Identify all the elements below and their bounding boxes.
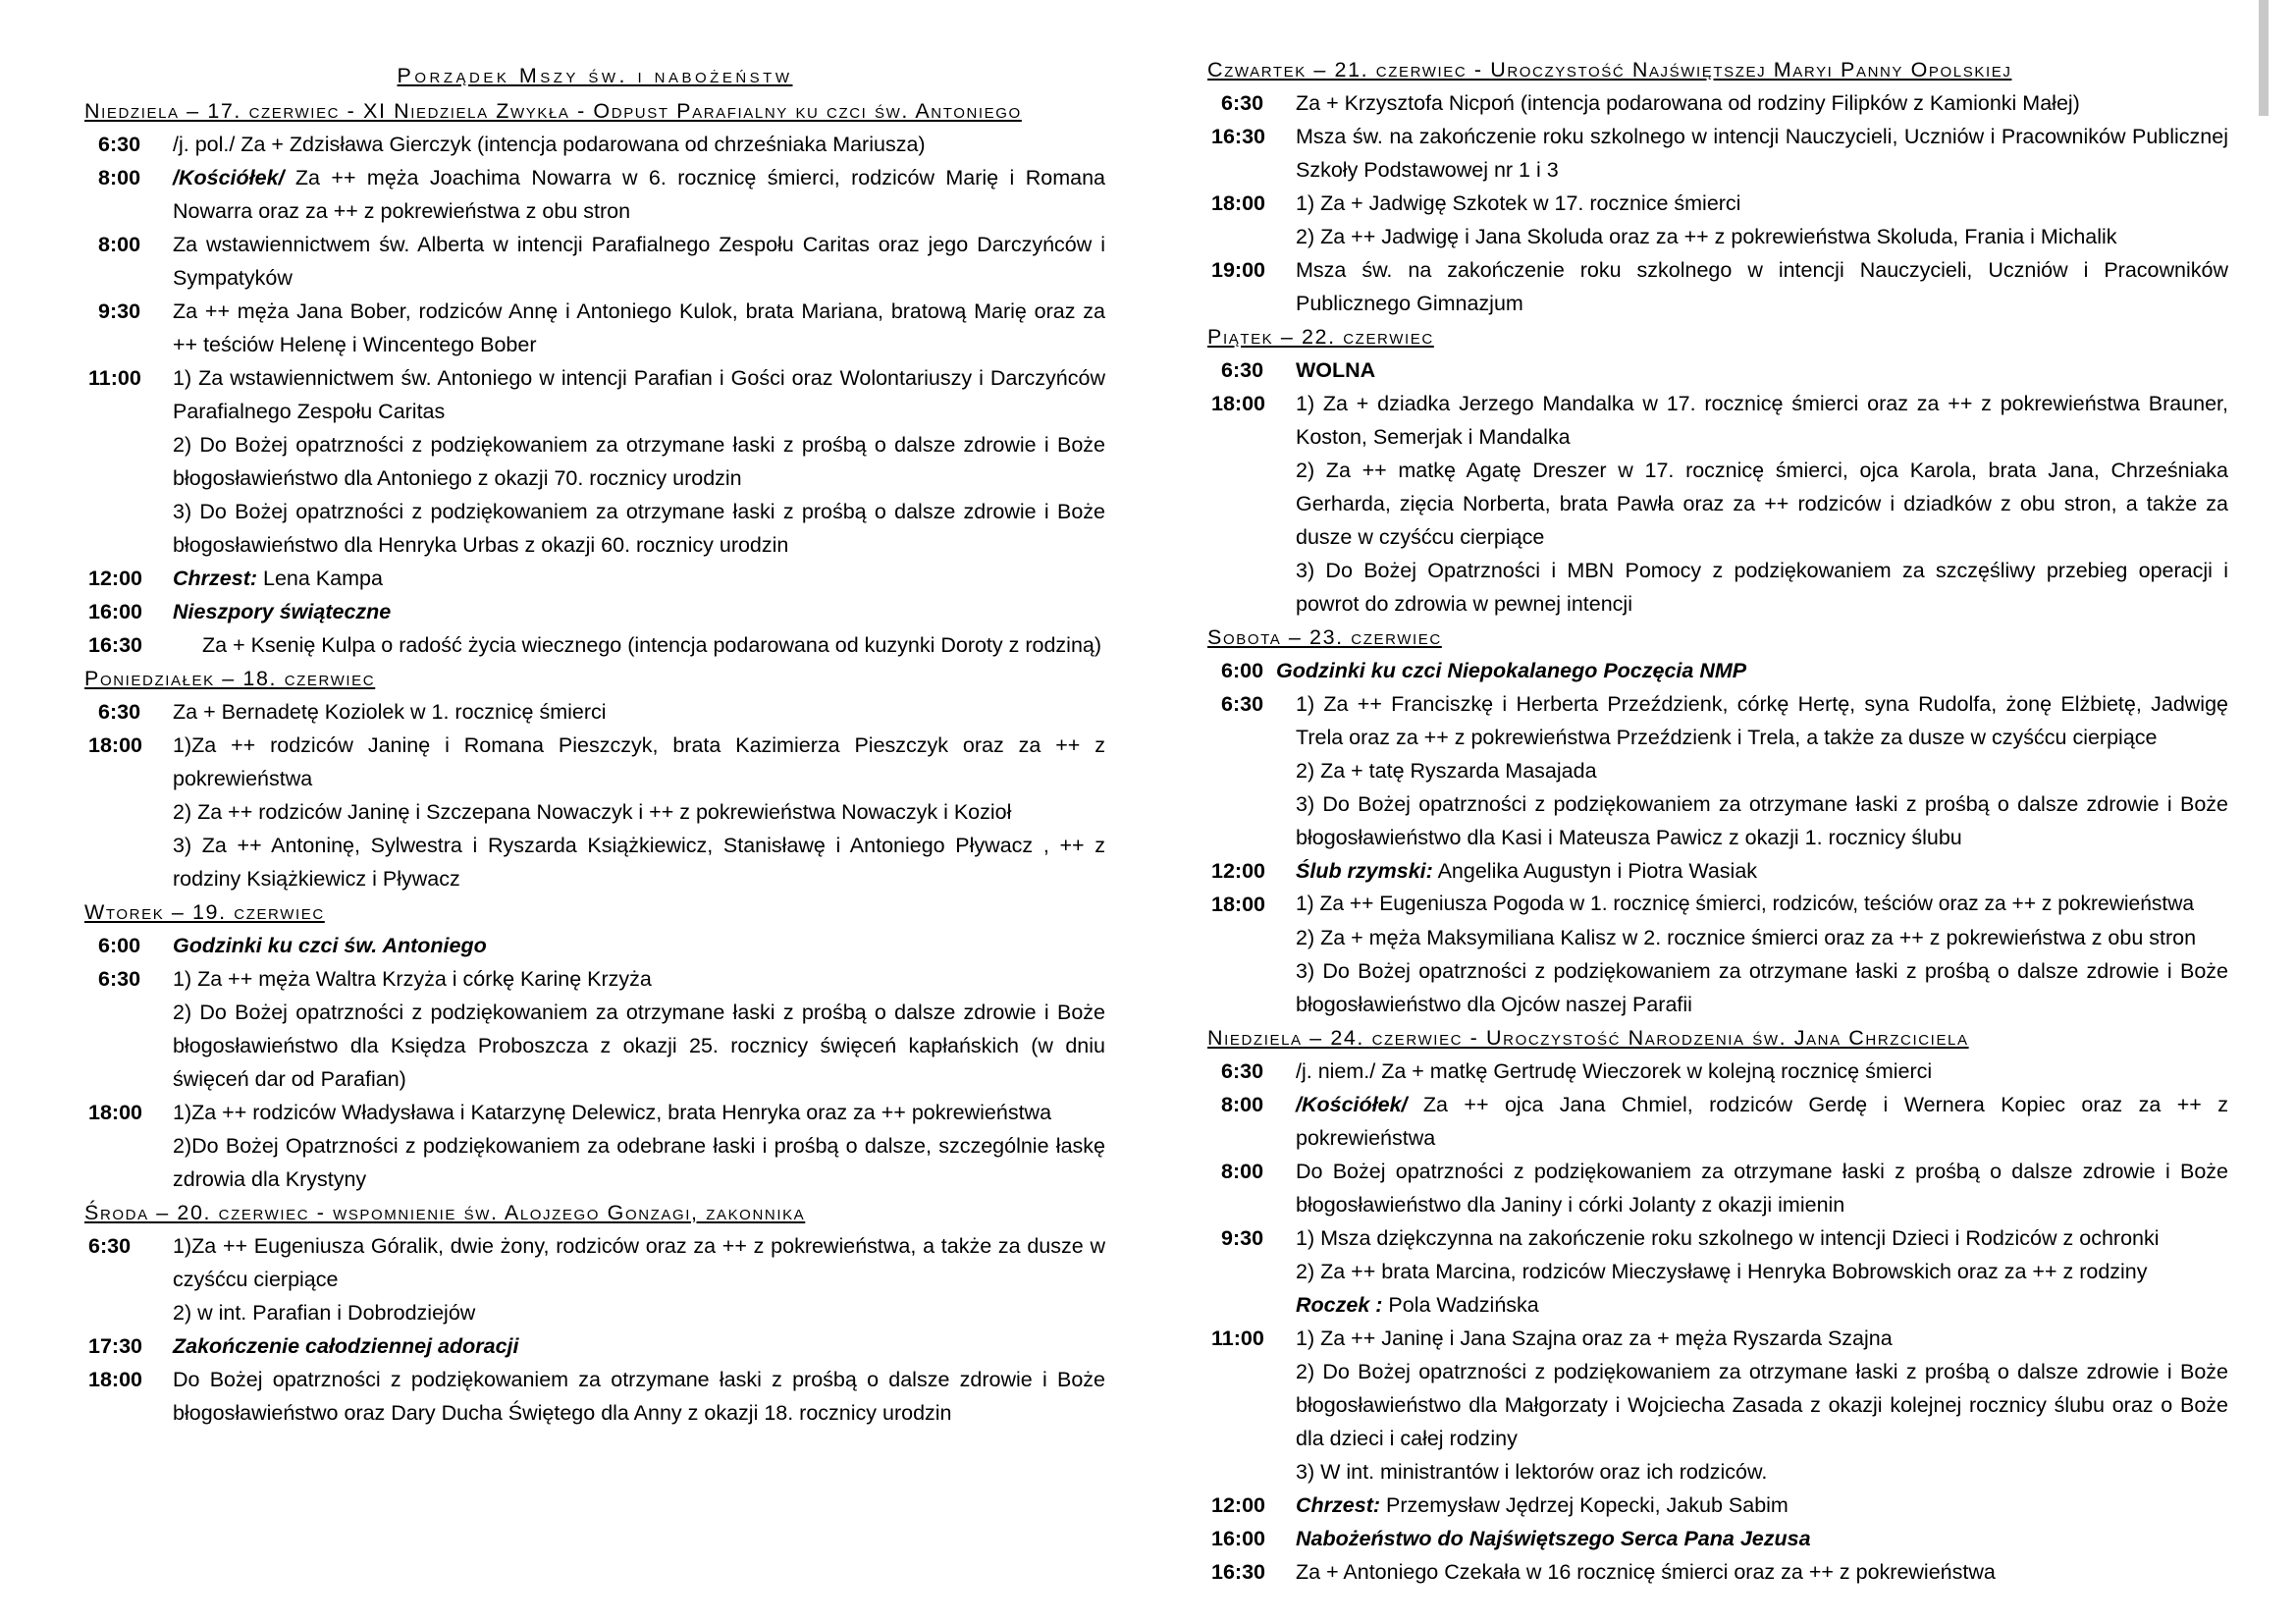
mass-time: 12:00: [1211, 859, 1265, 883]
mass-time: 18:00: [88, 733, 142, 757]
mass-time: 16:30: [1211, 1560, 1265, 1584]
mass-entry: [1207, 654, 2228, 687]
mass-time: 18:00: [1211, 893, 1265, 916]
mass-time: 16:30: [88, 633, 142, 657]
day-header: Niedziela – 17. czerwiec - XI Niedziela Zwykła - Odpust Parafialny ku czci św. Antoniego: [84, 99, 1022, 123]
mass-entry: [84, 361, 1105, 562]
mass-time: 18:00: [1211, 392, 1265, 415]
intention-text: 2) w int. Parafian i Dobrodziejów: [173, 1301, 476, 1325]
intention-text: Za ++ męża Jana Bober, rodziców Annę i Antoniego Kulok, brata Mariana, bratową Marię oraz za ++ teściów Helenę i Wincentego Bober: [173, 299, 1105, 356]
event-label: Nieszpory świąteczne: [173, 600, 392, 623]
intention-text: 3) Do Bożej opatrzności z podziękowaniem za otrzymane łaski z prośbą o dalsze zdrowie i Boże błogosławieństwo dla Kasi i Mateusza Pawicz z okazji 1. rocznicy ślubu: [1296, 792, 2228, 849]
day-header: Piątek – 22. czerwiec: [1207, 325, 1434, 349]
mass-time: 11:00: [1211, 1326, 1264, 1350]
mass-entry: [1207, 120, 2228, 187]
day-header: Czwartek – 21. czerwiec - Uroczystość Najświętszej Maryi Panny Opolskiej: [1207, 58, 2012, 81]
mass-time: 6:30: [98, 700, 141, 724]
mass-time: 9:30: [98, 299, 141, 323]
intention-text: 2) Do Bożej opatrzności z podziękowaniem za otrzymane łaski z prośbą o dalsze zdrowie i Boże błogosławieństwo dla Antoniego z okazji 70. rocznicy urodzin: [173, 433, 1105, 490]
intention-text: 2) Do Bożej opatrzności z podziękowaniem za otrzymane łaski z prośbą o dalsze zdrowie i Boże błogosławieństwo dla Małgorzaty i Wojciecha Zasada z okazji kolejnej rocznicy ślubu oraz o Boże dla dzieci i całej rodziny: [1296, 1360, 2228, 1450]
day-header: Wtorek – 19. czerwiec: [84, 900, 325, 924]
intention-text: 2)Do Bożej Opatrzności z podziękowaniem za odebrane łaski i prośbą o dalsze, szczególnie łaskę zdrowia dla Krystyny: [173, 1134, 1105, 1191]
mass-entry: [1207, 387, 2228, 621]
event-label: Ślub rzymski:: [1296, 859, 1433, 883]
mass-entry: [84, 228, 1105, 295]
intention-text: 2) Za ++ brata Marcina, rodziców Mieczysławę i Henryka Bobrowskich oraz za ++ z rodziny: [1296, 1260, 2148, 1283]
mass-time: 16:00: [88, 600, 142, 623]
intention-text: 1)Za ++ rodziców Janinę i Romana Pieszczyk, brata Kazimierza Pieszczyk oraz za ++ z pokrewieństwa: [173, 733, 1105, 790]
mass-entry: [84, 695, 1105, 729]
mass-time: 6:30: [98, 133, 141, 156]
intention-text: 1)Za ++ Eugeniusza Góralik, dwie żony, rodziców oraz za ++ z pokrewieństwa, a także za dusze w czyśćcu cierpiące: [173, 1234, 1105, 1291]
day-header: Niedziela – 24. czerwiec - Uroczystość Narodzenia św. Jana Chrzciciela: [1207, 1026, 1969, 1050]
mass-time: 6:30: [1221, 91, 1264, 115]
intention-text: 1) Za ++ Janinę i Jana Szajna oraz za + męża Ryszarda Szajna: [1296, 1326, 1893, 1350]
intention-text: 3) Do Bożej opatrzności z podziękowaniem za otrzymane łaski z prośbą o dalsze zdrowie i Boże błogosławieństwo dla Ojców naszej Parafii: [1296, 959, 2228, 1016]
location-label: /Kościółek/: [173, 166, 285, 189]
mass-time: 11:00: [88, 366, 141, 390]
mass-entry: [84, 161, 1105, 228]
mass-entry: [1207, 854, 2228, 888]
mass-entry: [1207, 1555, 2228, 1589]
intention-text: Za ++ ojca Jana Chmiel, rodziców Gerdę i Wernera Kopiec oraz za ++ z pokrewieństwa: [1296, 1093, 2228, 1150]
right-column: [1207, 53, 2228, 1589]
intention-text: Za + Antoniego Czekała w 16 rocznicę śmierci oraz za ++ z pokrewieństwa: [1296, 1560, 1996, 1584]
mass-time: 6:30: [88, 1234, 132, 1258]
day-header: Sobota – 23. czerwiec: [1207, 625, 1442, 649]
mass-time: 6:00: [1221, 659, 1264, 682]
event-label: Godzinki ku czci św. Antoniego: [173, 934, 487, 957]
mass-time: 18:00: [88, 1101, 142, 1124]
mass-time: 18:00: [88, 1368, 142, 1391]
mass-entry: [84, 1229, 1105, 1329]
mass-time: 12:00: [1211, 1493, 1265, 1517]
intention-text: Pola Wadzińska: [1382, 1293, 1539, 1317]
mass-entry: [1207, 1088, 2228, 1155]
intention-text: Za + Ksenię Kulpa o radość życia wiecznego (intencja podarowana od kuzynki Doroty z rodziną): [202, 633, 1102, 657]
intention-text: Angelika Augustyn i Piotra Wasiak: [1432, 859, 1758, 883]
mass-entry: [84, 962, 1105, 1096]
intention-text: Za wstawiennictwem św. Alberta w intencji Parafialnego Zespołu Caritas oraz jego Darczyńców i Sympatyków: [173, 233, 1105, 290]
intention-text: 3) Za ++ Antoninę, Sylwestra i Ryszarda Książkiewicz, Stanisławę i Antoniego Pływacz , ++ z rodziny Książkiewicz i Pływacz: [173, 834, 1105, 891]
mass-time: 16:30: [1211, 125, 1265, 148]
mass-entry: [1207, 253, 2228, 320]
scrollbar[interactable]: [2259, 0, 2269, 116]
intention-text: Do Bożej opatrzności z podziękowaniem za otrzymane łaski z prośbą o dalsze zdrowie i Boże błogosławieństwo dla Janiny i córki Jolanty z okazji imienin: [1296, 1160, 2228, 1217]
intention-text: /j. pol./ Za + Zdzisława Gierczyk (intencja podarowana od chrześniaka Mariusza): [173, 133, 926, 156]
intention-text: Za ++ męża Joachima Nowarra w 6. rocznicę śmierci, rodziców Marię i Romana Nowarra oraz za ++ z pokrewieństwa z obu stron: [173, 166, 1105, 223]
intention-text: 1) Za + Jadwigę Szkotek w 17. rocznice śmierci: [1296, 191, 1741, 215]
mass-entry: [84, 1329, 1105, 1363]
mass-entry: [1207, 687, 2228, 854]
mass-entry: [1207, 1522, 2228, 1555]
mass-entry: [84, 128, 1105, 161]
intention-text: Za + Krzysztofa Nicpoń (intencja podarowana od rodziny Filipków z Kamionki Małej): [1296, 91, 2080, 115]
mass-entry: [1207, 1055, 2228, 1088]
event-label: Nabożeństwo do Najświętszego Serca Pana Jezusa: [1296, 1527, 1811, 1550]
intention-text: 1) Msza dziękczynna na zakończenie roku szkolnego w intencji Dzieci i Rodziców z ochronki: [1296, 1226, 2160, 1250]
mass-entry: [84, 628, 1105, 662]
mass-entry: [1207, 353, 2228, 387]
mass-time: 8:00: [98, 233, 141, 256]
intention-text: 1) Za ++ Eugeniusza Pogoda w 1. rocznicę śmierci, rodziców, teściów oraz za ++ z pokrewieństwa: [1296, 893, 2195, 915]
mass-time: 6:30: [98, 967, 141, 991]
mass-entry: [84, 929, 1105, 962]
intention-text: 3) W int. ministrantów i lektorów oraz ich rodziców.: [1296, 1460, 1768, 1484]
intention-text: Przemysław Jędrzej Kopecki, Jakub Sabim: [1380, 1493, 1789, 1517]
mass-entry: [1207, 1221, 2228, 1322]
mass-entry: [84, 295, 1105, 361]
day-header: Poniedziałek – 18. czerwiec: [84, 667, 376, 690]
mass-time: 9:30: [1221, 1226, 1264, 1250]
intention-text: 2) Do Bożej opatrzności z podziękowaniem za otrzymane łaski z prośbą o dalsze zdrowie i Boże błogosławieństwo dla Księdza Proboszcza z okazji 25. rocznicy święceń kapłańskich (w dniu święceń dar od Parafian): [173, 1001, 1105, 1091]
intention-text: 1)Za ++ rodziców Władysława i Katarzynę Delewicz, brata Henryka oraz za ++ pokrewieństwa: [173, 1101, 1052, 1124]
intention-text: 1) Za + dziadka Jerzego Mandalka w 17. rocznicę śmierci oraz za ++ z pokrewieństwa Brauner, Koston, Semerjak i Mandalka: [1296, 392, 2228, 449]
mass-time: 6:00: [98, 934, 141, 957]
mass-entry: [1207, 1489, 2228, 1522]
mass-entry: [84, 1096, 1105, 1196]
mass-entry: [84, 729, 1105, 895]
left-column: [84, 57, 1105, 1430]
mass-time: 8:00: [98, 166, 141, 189]
intention-text: 1) Za wstawiennictwem św. Antoniego w intencji Parafian i Gości oraz Wolontariuszy i Darczyńców Parafialnego Zespołu Caritas: [173, 366, 1105, 423]
event-label: WOLNA: [1296, 358, 1376, 382]
event-label: Zakończenie całodziennej adoracji: [173, 1334, 519, 1358]
event-label: Roczek :: [1296, 1293, 1383, 1317]
intention-text: 1) Za ++ Franciszkę i Herberta Przeździenk, córkę Hertę, syna Rudolfa, żonę Elżbietę, Jadwigę Trela oraz za ++ z pokrewieństwa Przeździenk i Trela, a także za dusze w czyśćcu cierpiące: [1296, 692, 2228, 749]
mass-entry: [1207, 1155, 2228, 1221]
intention-text: 2) Za ++ matkę Agatę Dreszer w 17. rocznicę śmierci, ojca Karola, brata Jana, Chrześniaka Gerharda, zięcia Norberta, brata Pawła oraz za ++ rodziców i dziadków z obu stron, a także za dusze w czyśćcu cierpiące: [1296, 459, 2228, 549]
mass-time: 6:30: [1221, 692, 1264, 716]
mass-time: 6:30: [1221, 1059, 1264, 1083]
mass-time: 12:00: [88, 567, 142, 590]
intention-text: 2) Za + męża Maksymiliana Kalisz w 2. rocznice śmierci oraz za ++ z pokrewieństwa z obu stron: [1296, 926, 2197, 949]
mass-entry: [84, 562, 1105, 595]
mass-time: 19:00: [1211, 258, 1265, 282]
intention-text: 2) Za + tatę Ryszarda Masajada: [1296, 759, 1597, 783]
mass-time: 18:00: [1211, 191, 1265, 215]
intention-text: 1) Za ++ męża Waltra Krzyża i córkę Karinę Krzyża: [173, 967, 652, 991]
event-label: Chrzest:: [173, 567, 258, 590]
intention-text: Lena Kampa: [257, 567, 383, 590]
mass-time: 17:30: [88, 1334, 142, 1358]
mass-time: 16:00: [1211, 1527, 1265, 1550]
location-label: /Kościółek/: [1296, 1093, 1408, 1116]
mass-entry: [1207, 187, 2228, 253]
day-header: Środa – 20. czerwiec - wspomnienie św. Alojzego Gonzagi, zakonnika: [84, 1201, 806, 1224]
intention-text: 3) Do Bożej opatrzności z podziękowaniem za otrzymane łaski z prośbą o dalsze zdrowie i Boże błogosławieństwo dla Henryka Urbas z okazji 60. rocznicy urodzin: [173, 500, 1105, 557]
intention-text: /j. niem./ Za + matkę Gertrudę Wieczorek w kolejną rocznicę śmierci: [1296, 1059, 1933, 1083]
intention-text: 2) Za ++ rodziców Janinę i Szczepana Nowaczyk i ++ z pokrewieństwa Nowaczyk i Kozioł: [173, 800, 1012, 824]
mass-time: 6:30: [1221, 358, 1264, 382]
intention-text: Za + Bernadetę Koziolek w 1. rocznicę śmierci: [173, 700, 607, 724]
event-label: Godzinki ku czci Niepokalanego Poczęcia NMP: [1276, 659, 1747, 682]
intention-text: 2) Za ++ Jadwigę i Jana Skoluda oraz za ++ z pokrewieństwa Skoluda, Frania i Michalik: [1296, 225, 2117, 248]
event-label: Chrzest:: [1296, 1493, 1381, 1517]
page-title: Porządek Mszy św. i nabożeństw: [397, 64, 793, 87]
mass-time: 8:00: [1221, 1093, 1264, 1116]
mass-entry: [1207, 86, 2228, 120]
mass-entry: [1207, 888, 2228, 1021]
mass-entry: [84, 595, 1105, 628]
mass-entry: [84, 1363, 1105, 1430]
intention-text: Msza św. na zakończenie roku szkolnego w intencji Nauczycieli, Uczniów i Pracowników Publicznej Szkoły Podstawowej nr 1 i 3: [1296, 125, 2228, 182]
mass-time: 8:00: [1221, 1160, 1264, 1183]
intention-text: Do Bożej opatrzności z podziękowaniem za otrzymane łaski z prośbą o dalsze zdrowie i Boże błogosławieństwo oraz Dary Ducha Świętego dla Anny z okazji 18. rocznicy urodzin: [173, 1368, 1105, 1425]
mass-entry: [1207, 1322, 2228, 1489]
intention-text: Msza św. na zakończenie roku szkolnego w intencji Nauczycieli, Uczniów i Pracowników Publicznego Gimnazjum: [1296, 258, 2228, 315]
intention-text: 3) Do Bożej Opatrzności i MBN Pomocy z podziękowaniem za szczęśliwy przebieg operacji i powrot do zdrowia w pewnej intencji: [1296, 559, 2228, 616]
